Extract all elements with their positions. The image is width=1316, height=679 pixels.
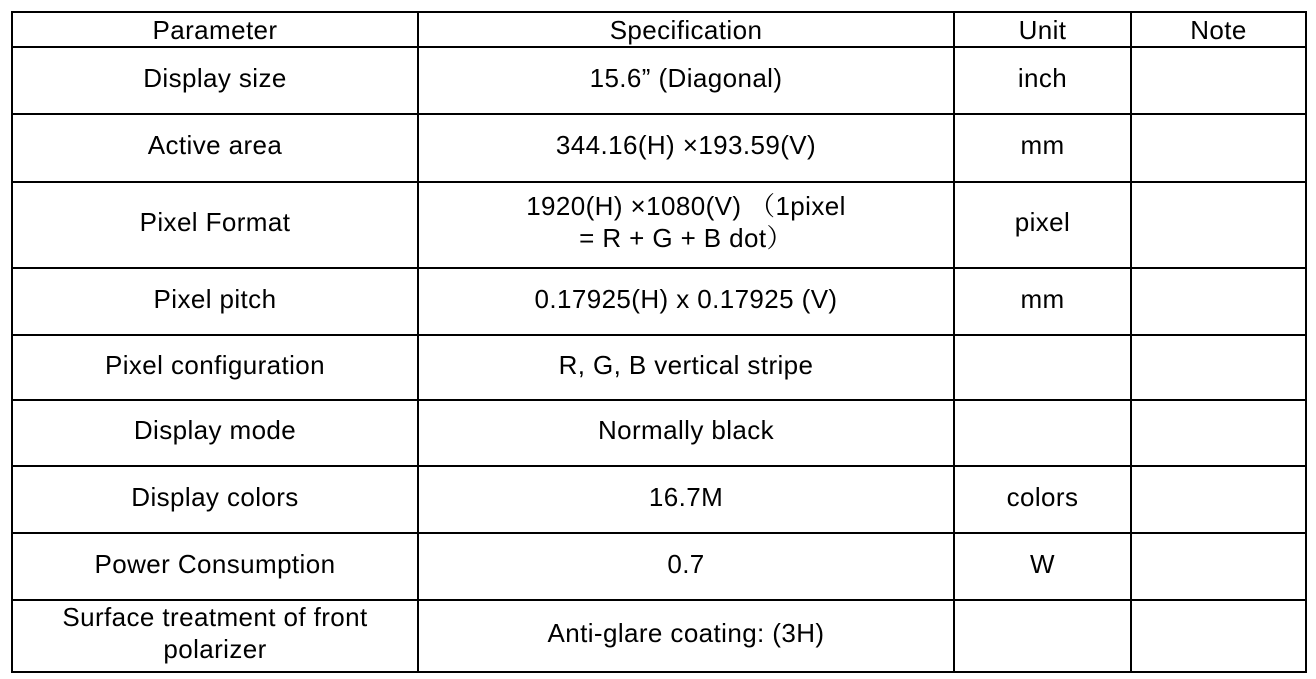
cell-parameter: Surface treatment of front polarizer — [12, 600, 418, 672]
table-row — [12, 182, 1306, 268]
cell-parameter: Display size — [12, 47, 418, 114]
spec-line: Anti-glare coating: (3H) — [547, 618, 825, 648]
header-unit: Unit — [954, 12, 1131, 47]
header-specification: Specification — [418, 12, 954, 47]
spec-line: 0.7 — [667, 548, 705, 579]
cell-note — [1131, 466, 1306, 533]
cell-specification — [418, 466, 954, 533]
cell-note — [1131, 47, 1306, 114]
spec-line: R, G, B vertical stripe — [558, 349, 814, 380]
cell-unit — [954, 600, 1131, 672]
cell-note — [1131, 268, 1306, 335]
header-parameter: Parameter — [12, 12, 418, 47]
cell-specification — [418, 533, 954, 600]
cell-specification — [418, 400, 954, 466]
table-row — [12, 400, 1306, 466]
cell-specification — [418, 47, 954, 114]
table-row — [12, 600, 1306, 672]
cell-note — [1131, 182, 1306, 268]
cell-note — [1131, 335, 1306, 400]
table-row — [12, 114, 1306, 182]
cell-unit — [954, 335, 1131, 400]
cell-parameter: Pixel Format — [12, 182, 418, 268]
cell-unit: colors — [954, 466, 1131, 533]
table-row — [12, 533, 1306, 600]
cell-specification — [418, 335, 954, 400]
cell-unit: W — [954, 533, 1131, 600]
cell-specification — [418, 600, 954, 672]
cell-note — [1131, 533, 1306, 600]
header-row — [12, 12, 1306, 47]
cell-specification — [418, 268, 954, 335]
cell-note — [1131, 600, 1306, 672]
cell-unit: pixel — [954, 182, 1131, 268]
cell-parameter: Active area — [12, 114, 418, 182]
cell-unit: mm — [954, 114, 1131, 182]
cell-parameter: Pixel configuration — [12, 335, 418, 400]
spec-line: 15.6” (Diagonal) — [589, 62, 783, 93]
spec-line: 0.17925(H) x 0.17925 (V) — [534, 283, 838, 314]
cell-specification — [418, 182, 954, 268]
spec-line: 344.16(H) ×193.59(V) — [555, 130, 817, 160]
cell-parameter: Display colors — [12, 466, 418, 533]
cell-parameter: Display mode — [12, 400, 418, 466]
cell-unit — [954, 400, 1131, 466]
cell-specification — [418, 114, 954, 182]
spec-line: 16.7M — [648, 481, 724, 512]
table-row — [12, 335, 1306, 400]
cell-parameter: Pixel pitch — [12, 268, 418, 335]
table-row — [12, 466, 1306, 533]
cell-unit: mm — [954, 268, 1131, 335]
spec-table — [11, 11, 1307, 673]
spec-line: Normally black — [597, 415, 775, 445]
spec-line: = R + G + B dot） — [579, 223, 793, 253]
cell-unit: inch — [954, 47, 1131, 114]
table-row — [12, 268, 1306, 335]
table-row — [12, 47, 1306, 114]
spec-line: 1920(H) ×1080(V) （1pixel — [526, 191, 846, 221]
header-note: Note — [1131, 12, 1306, 47]
cell-note — [1131, 114, 1306, 182]
cell-parameter: Power Consumption — [12, 533, 418, 600]
cell-note — [1131, 400, 1306, 466]
